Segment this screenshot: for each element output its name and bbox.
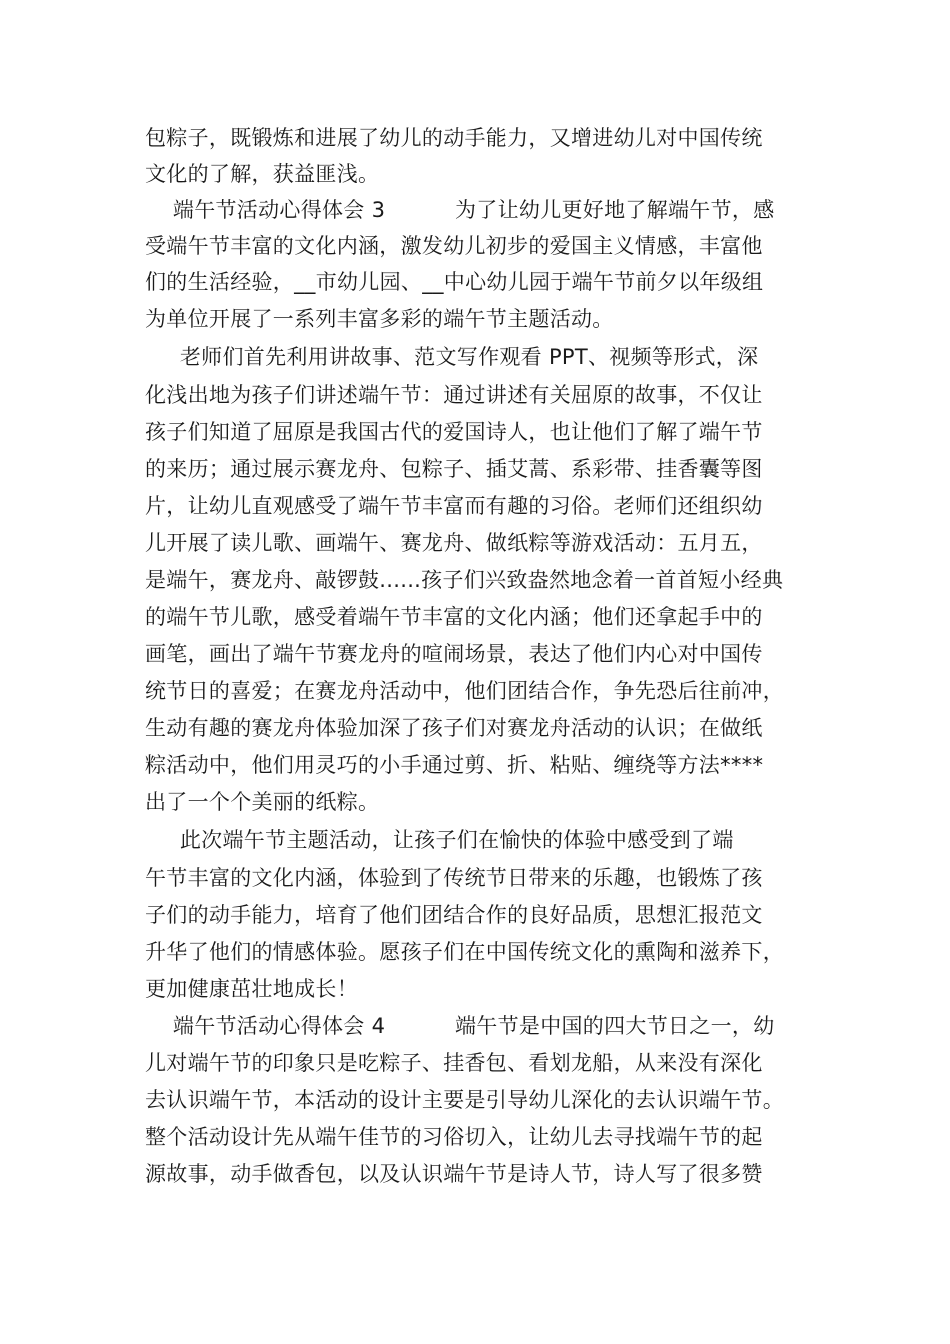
- text-line: 化浅出地为孩子们讲述端午节：通过讲述有关屈原的故事，不仅让: [145, 383, 763, 407]
- text-line: 源故事，动手做香包，以及认识端午节是诗人节，诗人写了很多赞: [145, 1162, 763, 1186]
- text-line: 包粽子，既锻炼和进展了幼儿的动手能力，又增进幼儿对中国传统: [145, 126, 763, 150]
- text-line: 子们的动手能力，培育了他们团结合作的良好品质，思想汇报范文: [145, 903, 763, 927]
- text-line: 整个活动设计先从端午佳节的习俗切入，让幼儿去寻找端午节的起: [145, 1125, 763, 1149]
- text-line: 是端午，赛龙舟、敲锣鼓......孩子们兴致盎然地念着一首首短小经典: [145, 568, 784, 592]
- text-line: 片，让幼儿直观感受了端午节丰富而有趣的习俗。老师们还组织幼: [145, 494, 763, 518]
- text-line: 生动有趣的赛龙舟体验加深了孩子们对赛龙舟活动的认识；在做纸: [145, 716, 763, 740]
- text-line: 为单位开展了一系列丰富多彩的端午节主题活动。: [145, 307, 614, 331]
- text-line: 画笔，画出了端午节赛龙舟的喧闹场景，表达了他们内心对中国传: [145, 642, 763, 666]
- text-line: 升华了他们的情感体验。愿孩子们在中国传统文化的熏陶和滋养下，: [145, 940, 784, 964]
- text-line: 们的生活经验，__市幼儿园、__中心幼儿园于端午节前夕以年级组: [145, 270, 764, 294]
- text-line: 儿对端午节的印象只是吃粽子、挂香包、看划龙船，从来没有深化: [145, 1051, 763, 1075]
- section-heading-line: 端午节活动心得体会 4 端午节是中国的四大节日之一，幼: [145, 1014, 775, 1038]
- text-line: 出了一个个美丽的纸粽。: [145, 790, 380, 814]
- section-heading-line: 端午节活动心得体会 3 为了让幼儿更好地了解端午节，感: [145, 198, 775, 222]
- text-line: 受端午节丰富的文化内涵，激发幼儿初步的爱国主义情感，丰富他: [145, 234, 763, 258]
- text-line: 午节丰富的文化内涵，体验到了传统节日带来的乐趣，也锻炼了孩: [145, 866, 763, 890]
- text-line: 更加健康茁壮地成长！: [145, 977, 358, 1001]
- text-line: 统节日的喜爱；在赛龙舟活动中，他们团结合作，争先恐后往前冲，: [145, 679, 784, 703]
- text-line: 孩子们知道了屈原是我国古代的爱国诗人，也让他们了解了端午节: [145, 420, 763, 444]
- text-line: 的端午节儿歌，感受着端午节丰富的文化内涵；他们还拿起手中的: [145, 605, 763, 629]
- text-line: 的来历；通过展示赛龙舟、包粽子、插艾蒿、系彩带、挂香囊等图: [145, 457, 763, 481]
- text-line: 儿开展了读儿歌、画端午、赛龙舟、做纸粽等游戏活动：五月五，: [145, 531, 763, 555]
- text-line: 粽活动中，他们用灵巧的小手通过剪、折、粘贴、缠绕等方法****: [145, 753, 764, 777]
- text-line: 此次端午节主题活动，让孩子们在愉快的体验中感受到了端: [145, 828, 734, 852]
- text-line: 老师们首先利用讲故事、范文写作观看 PPT、视频等形式，深: [145, 345, 759, 369]
- text-line: 去认识端午节，本活动的设计主要是引导幼儿深化的去认识端午节。: [145, 1088, 784, 1112]
- text-line: 文化的了解，获益匪浅。: [145, 162, 380, 186]
